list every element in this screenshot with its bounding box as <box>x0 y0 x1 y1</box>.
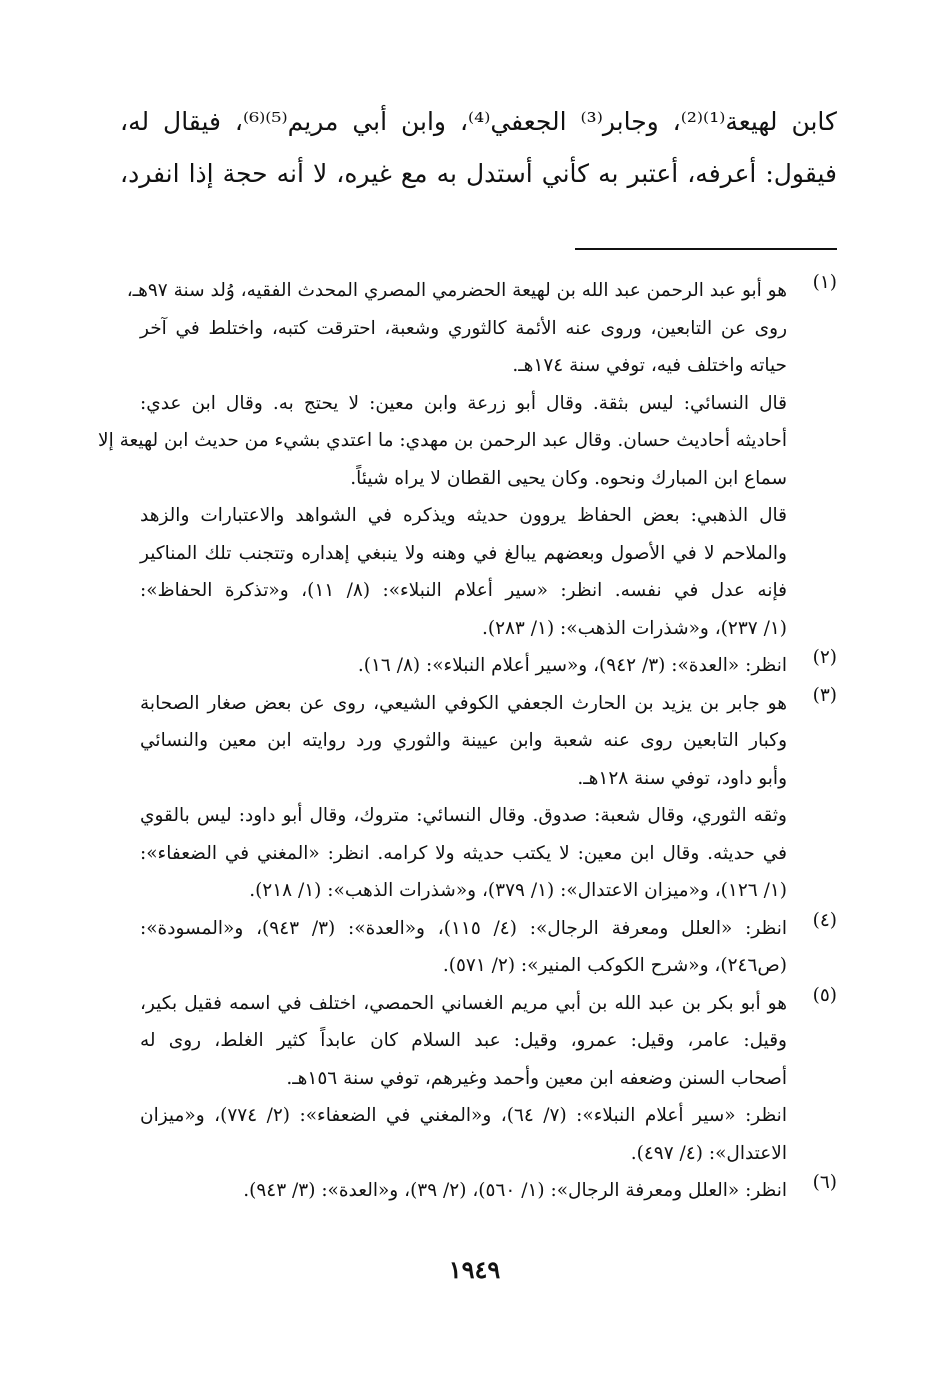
footnote-line: انظر: «العلل ومعرفة الرجال»: (٤/ ١١٥)، و«العدة»: (٣/ ٩٤٣)، و«المسودة»: <box>140 917 787 939</box>
footnote-line: أحاديثه أحاديث حسان. وقال عبد الرحمن بن مهدي: ما اعتدي بشيء من حديث ابن لهيعة إلا <box>98 430 787 451</box>
main-text-line: فيقول: أعرفه، أعتبر به كأني أستدل به مع غيره، لا أنه حجة إذا انفرد، <box>120 159 837 188</box>
footnote-2 <box>140 647 837 685</box>
footnote-line: حياته واختلف فيه، توفي سنة ١٧٤هـ. <box>512 355 787 376</box>
footnote-separator <box>575 248 837 250</box>
footnote-number: (٣) <box>812 684 837 706</box>
footnote-line: وكبار التابعين روى عنه شعبة وابن عيينة والثوري ورد روايته ابن معين والنسائي <box>140 730 787 751</box>
footnote-5 <box>140 985 837 1173</box>
footnote-line: (١/ ٢٣٧)، و«شذرات الذهب»: (١/ ٢٨٣). <box>481 617 787 639</box>
footnote-line: هو أبو بكر بن عبد الله بن أبي مريم الغساني الحمصي، اختلف في اسمه فقيل بكير، <box>140 992 787 1014</box>
footnote-line: انظر: «سير أعلام النبلاء»: (٧/ ٦٤)، و«المغني في الضعفاء»: (٢/ ٧٧٤)، و«ميزان <box>140 1105 787 1126</box>
footnote-line: والملاحم لا في الأصول وبعضهم يبالغ في وهنه ولا ينبغي إهداره وتتجنب تلك المناكير <box>140 542 787 564</box>
footnote-6 <box>140 1172 837 1210</box>
footnote-line: سماع ابن المبارك ونحوه. وكان يحيى القطان لا يراه شيئاً. <box>350 467 787 489</box>
footnote-line: وأبو داود، توفي سنة ١٢٨هـ. <box>577 767 787 789</box>
footnote-line: قال النسائي: ليس بثقة. وقال أبو زرعة وابن معين: لا يحتج به. وقال ابن عدي: <box>140 392 787 414</box>
main-text <box>120 96 837 200</box>
footnote-1 <box>98 272 837 647</box>
footnote-line: وثقه الثوري، وقال شعبة: صدوق. وقال النسائي: متروك، وقال أبو داود: ليس بالقوي <box>140 805 787 826</box>
footnote-line: قال الذهبي: بعض الحفاظ يروون حديثه ويذكره في الشواهد والاعتبارات والزهد <box>140 505 787 526</box>
footnote-4 <box>140 910 837 985</box>
page-number: ١٩٤٩ <box>448 1255 501 1284</box>
footnote-number: (٤) <box>812 909 837 931</box>
footnote-line: هو أبو عبد الرحمن عبد الله بن لهيعة الحضرمي المصري المحدث الفقيه، وُلد سنة ٩٧هـ، <box>126 280 787 301</box>
main-text-line: كابن لهيعة⁽¹⁾⁽²⁾، وجابر⁽³⁾ الجعفي⁽⁴⁾، وابن أبي مريم⁽⁵⁾⁽⁶⁾، فيقال له، <box>120 107 837 136</box>
footnote-line: انظر: «العدة»: (٣/ ٩٤٢)، و«سير أعلام النبلاء»: (٨/ ١٦). <box>357 655 787 676</box>
footnote-line: (ص٢٤٦)، و«شرح الكوكب المنير»: (٢/ ٥٧١). <box>442 955 787 976</box>
footnote-line: هو جابر بن يزيد بن الحارث الجعفي الكوفي الشيعي، روى عن بعض صغار الصحابة <box>140 692 787 714</box>
footnote-line: فإنه عدل في نفسه. انظر: «سير أعلام النبلاء»: (٨/ ١١)، و«تذكرة الحفاظ»: <box>140 580 787 601</box>
footnote-line: في حديثه. وقال ابن معين: لا يكتب حديثه ولا كرامه. انظر: «المغني في الضعفاء»: <box>140 842 787 864</box>
footnote-line: أصحاب السنن وضعفه ابن معين وأحمد وغيرهم، توفي سنة ١٥٦هـ. <box>286 1067 787 1089</box>
footnote-number: (٦) <box>812 1172 837 1193</box>
footnote-number: (١) <box>812 272 837 293</box>
footnote-line: الاعتدال»: (٤/ ٤٩٧). <box>630 1142 787 1164</box>
footnote-number: (٢) <box>812 647 837 668</box>
footnote-line: روى عن التابعين، وروى عنه الأئمة كالثوري وشعبة، احترقت كتبه، واختلط في آخر <box>140 317 787 339</box>
footnote-3 <box>140 685 837 910</box>
footnote-number: (٥) <box>812 984 837 1006</box>
footnotes <box>98 272 837 1210</box>
footnote-line: وقيل: عامر، وقيل: عمرو، وقيل: عبد السلام كان عابداً كثير الغلط، روى له <box>140 1030 787 1051</box>
footnote-line: (١/ ١٢٦)، و«ميزان الاعتدال»: (١/ ٣٧٩)، و«شذرات الذهب»: (١/ ٢١٨). <box>249 880 787 901</box>
footnote-line: انظر: «العلل ومعرفة الرجال»: (١/ ٥٦٠)، (٢/ ٣٩)، و«العدة»: (٣/ ٩٤٣). <box>243 1180 787 1201</box>
